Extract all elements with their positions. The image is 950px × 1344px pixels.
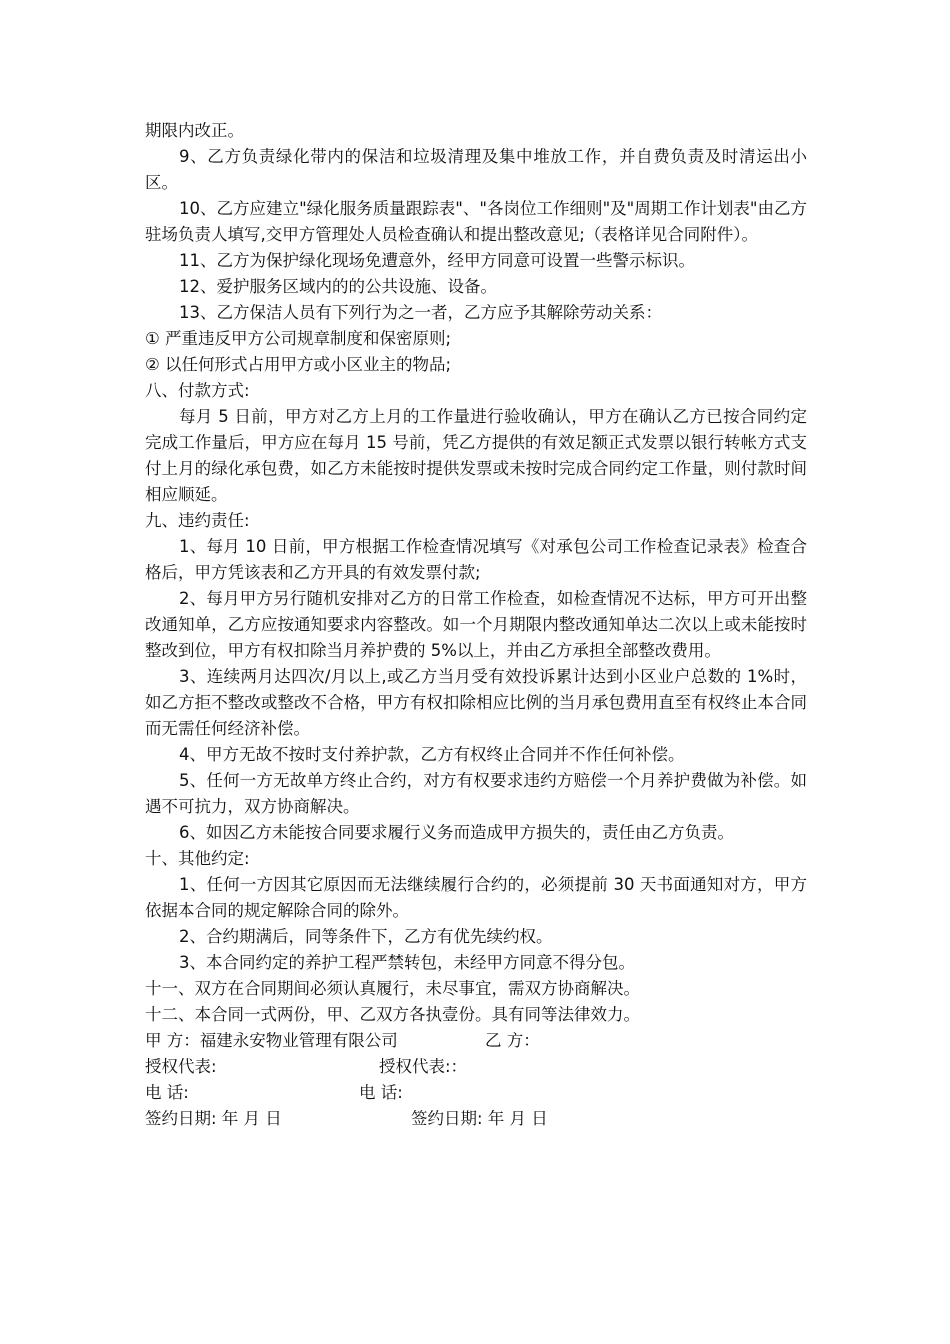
signature-representative-row [145, 1054, 807, 1080]
paragraph-continued: 期限内改正。 [145, 121, 244, 140]
clause-9: 9、乙方负责绿化带内的保洁和垃圾清理及集中堆放工作，并自费负责及时清运出小区。 [145, 147, 807, 192]
signature-phone-row [145, 1080, 807, 1106]
party-b-phone: 电 话: [359, 1083, 403, 1102]
clause-13-item-1: ① 严重违反甲方公司规章制度和保密原则; [145, 329, 452, 348]
party-b-sign-date: 签约日期: 年 月 日 [411, 1109, 548, 1128]
clause-13-item-2: ② 以任何形式占用甲方或小区业主的物品; [145, 355, 452, 374]
party-a-sign-date: 签约日期: 年 月 日 [145, 1109, 282, 1128]
clause-11: 11、乙方为保护绿化现场免遭意外，经甲方同意可设置一些警示标识。 [179, 251, 695, 270]
party-a-label: 甲 方：福建永安物业管理有限公司 [145, 1031, 398, 1050]
liability-clause-3: 3、连续两月达四次/月以上,或乙方当月受有效投诉累计达到小区业户总数的 1%时，如乙方拒不整改或整改不合格，甲方有权扣除相应比例的当月承包费用直至有权终止本合同而无需任何经济补偿。 [145, 667, 807, 738]
other-clause-1: 1、任何一方因其它原因而无法继续履行合约的，必须提前 30 天书面通知对方，甲方依据本合同的规定解除合同的除外。 [145, 875, 807, 920]
liability-clause-4: 4、甲方无故不按时支付养护款，乙方有权终止合同并不作任何补偿。 [179, 745, 685, 764]
section-eleven: 十一、双方在合同期间必须认真履行，未尽事宜，需双方协商解决。 [145, 979, 640, 998]
section-heading-payment: 八、付款方式: [145, 381, 250, 400]
party-b-label: 乙 方： [485, 1031, 540, 1050]
other-clause-2: 2、合约期满后，同等条件下，乙方有优先续约权。 [179, 927, 553, 946]
clause-12: 12、爱护服务区域内的的公共设施、设备。 [179, 277, 497, 296]
liability-clause-1: 1、每月 10 日前，甲方根据工作检查情况填写《对承包公司工作检查记录表》检查合格后，甲方凭该表和乙方开具的有效发票付款; [145, 537, 807, 582]
section-twelve: 十二、本合同一式两份，甲、乙双方各执壹份。具有同等法律效力。 [145, 1005, 640, 1024]
signature-parties-row [145, 1028, 807, 1054]
liability-clause-6: 6、如因乙方未能按合同要求履行义务而造成甲方损失的，责任由乙方负责。 [179, 823, 734, 842]
party-b-representative: 授权代表:： [379, 1057, 468, 1076]
liability-clause-2: 2、每月甲方另行随机安排对乙方的日常工作检查，如检查情况不达标，甲方可开出整改通知单，乙方应按通知要求内容整改。如一个月期限内整改通知单达二次以上或未能按时整改到位，甲方有权扣除当月养护费的 5%以上，并由乙方承担全部整改费用。 [145, 589, 807, 660]
party-a-phone: 电 话: [145, 1083, 189, 1102]
section-heading-other: 十、其他约定: [145, 849, 250, 868]
liability-clause-5: 5、任何一方无故单方终止合约，对方有权要求违约方赔偿一个月养护费做为补偿。如遇不可抗力，双方协商解决。 [145, 771, 807, 816]
contract-page [145, 118, 807, 1132]
other-clause-3: 3、本合同约定的养护工程严禁转包，未经甲方同意不得分包。 [179, 953, 635, 972]
payment-paragraph: 每月 5 日前，甲方对乙方上月的工作量进行验收确认，甲方在确认乙方已按合同约定完成工作量后，甲方应在每月 15 号前，凭乙方提供的有效足额正式发票以银行转帐方式支付上月的绿化承包费，如乙方未能按时提供发票或未按时完成合同约定工作量，则付款时间相应顺延。 [145, 407, 807, 504]
signature-date-row [145, 1106, 807, 1132]
party-a-representative: 授权代表: [145, 1057, 217, 1076]
section-heading-liability: 九、违约责任: [145, 511, 250, 530]
clause-13: 13、乙方保洁人员有下列行为之一者，乙方应予其解除劳动关系： [179, 303, 662, 322]
clause-10: 10、乙方应建立"绿化服务质量跟踪表"、"各岗位工作细则"及"周期工作计划表"由乙方驻场负责人填写,交甲方管理处人员检查确认和提出整改意见;（表格详见合同附件）。 [145, 199, 807, 244]
